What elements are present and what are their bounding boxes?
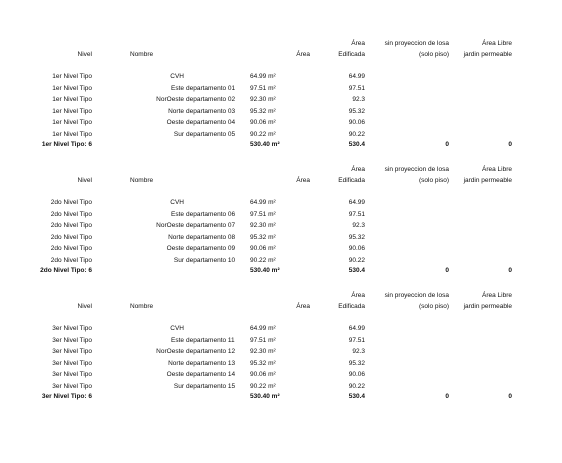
row-nivel: 1er Nivel Tipo bbox=[52, 107, 92, 115]
row-tipo: Este bbox=[170, 336, 184, 344]
row-tipo: Oeste bbox=[166, 245, 184, 252]
total-area: 530.40 m² bbox=[250, 267, 280, 274]
schedule-section bbox=[0, 292, 562, 404]
total-proyeccion: 0 bbox=[445, 267, 449, 274]
total-area-edificada: 530.4 bbox=[348, 267, 365, 274]
row-area: 64.99 m² bbox=[250, 73, 276, 80]
row-area-edificada: 95.32 bbox=[348, 233, 365, 241]
row-tipo: Oeste bbox=[166, 119, 184, 126]
row-nivel: 3er Nivel Tipo bbox=[52, 382, 92, 390]
header-nivel: Nivel bbox=[77, 303, 92, 310]
header-proyeccion-line1: sin proyeccion de losa bbox=[384, 292, 449, 299]
row-tipo: CVH bbox=[170, 325, 184, 332]
row-nivel: 1er Nivel Tipo bbox=[52, 96, 92, 103]
row-area: 90.06 m² bbox=[250, 245, 276, 252]
row-departamento: departamento 05 bbox=[186, 130, 236, 138]
header-area-edificada-line2: Edificada bbox=[338, 303, 365, 310]
row-nivel: 1er Nivel Tipo bbox=[52, 130, 92, 138]
row-tipo: NorOeste bbox=[156, 348, 184, 355]
row-departamento: departamento 15 bbox=[186, 382, 236, 390]
header-area-edificada-line1: Área bbox=[351, 40, 365, 47]
row-nivel: 1er Nivel Tipo bbox=[52, 73, 92, 80]
row-tipo: Norte bbox=[168, 233, 184, 241]
row-departamento: departamento 07 bbox=[186, 222, 236, 229]
total-libre: 0 bbox=[508, 267, 512, 274]
row-area: 95.32 m² bbox=[250, 359, 276, 367]
row-departamento: departamento 13 bbox=[186, 359, 236, 367]
row-area-edificada: 97.51 bbox=[348, 336, 365, 344]
row-nivel: 3er Nivel Tipo bbox=[52, 348, 92, 355]
row-nivel: 3er Nivel Tipo bbox=[52, 359, 92, 367]
header-libre-line1: Área Libre bbox=[482, 40, 512, 47]
row-area: 97.51 m² bbox=[250, 84, 276, 92]
row-area: 64.99 m² bbox=[250, 199, 276, 206]
row-area-edificada: 64.99 bbox=[348, 73, 365, 80]
header-proyeccion-line1: sin proyeccion de losa bbox=[384, 40, 449, 47]
total-area-edificada: 530.4 bbox=[348, 393, 365, 400]
row-area-edificada: 90.06 bbox=[348, 245, 365, 252]
row-tipo: Norte bbox=[168, 107, 184, 115]
header-area: Área bbox=[296, 177, 310, 184]
row-area: 97.51 m² bbox=[250, 210, 276, 218]
total-area: 530.40 m² bbox=[250, 141, 280, 148]
header-proyeccion-line2: (solo piso) bbox=[419, 177, 449, 184]
row-departamento: departamento 01 bbox=[186, 84, 236, 92]
row-area-edificada: 90.22 bbox=[348, 382, 365, 390]
row-departamento: departamento 11 bbox=[186, 336, 235, 344]
row-departamento: departamento 14 bbox=[186, 371, 236, 378]
row-area-edificada: 64.99 bbox=[348, 199, 365, 206]
row-area-edificada: 92.3 bbox=[352, 222, 365, 229]
row-nivel: 2do Nivel Tipo bbox=[50, 210, 92, 218]
row-tipo: Sur bbox=[173, 382, 184, 390]
schedule-section bbox=[0, 40, 562, 152]
row-tipo: Sur bbox=[173, 130, 184, 138]
total-area: 530.40 m² bbox=[250, 393, 280, 400]
header-libre-line2: jardin permeable bbox=[463, 177, 512, 184]
row-departamento: departamento 10 bbox=[186, 256, 236, 264]
header-libre-line1: Área Libre bbox=[482, 292, 512, 299]
row-nivel: 2do Nivel Tipo bbox=[50, 256, 92, 264]
total-area-edificada: 530.4 bbox=[348, 141, 365, 148]
header-nombre: Nombre bbox=[130, 51, 154, 58]
header-libre-line2: jardin permeable bbox=[463, 51, 512, 58]
row-area-edificada: 97.51 bbox=[348, 210, 365, 218]
schedule-section bbox=[0, 166, 562, 278]
row-nivel: 3er Nivel Tipo bbox=[52, 325, 92, 332]
row-area: 92.30 m² bbox=[250, 222, 276, 229]
row-nivel: 2do Nivel Tipo bbox=[50, 199, 92, 206]
row-area: 90.06 m² bbox=[250, 119, 276, 126]
header-area: Área bbox=[296, 51, 310, 58]
row-tipo: CVH bbox=[170, 73, 184, 80]
header-libre-line1: Área Libre bbox=[482, 166, 512, 173]
row-nivel: 2do Nivel Tipo bbox=[50, 245, 92, 252]
header-nombre: Nombre bbox=[130, 177, 154, 184]
header-proyeccion-line1: sin proyeccion de losa bbox=[384, 166, 449, 173]
row-tipo: NorOeste bbox=[156, 96, 184, 103]
row-departamento: departamento 02 bbox=[186, 96, 236, 103]
row-area-edificada: 92.3 bbox=[352, 348, 365, 355]
row-nivel: 1er Nivel Tipo bbox=[52, 119, 92, 126]
row-nivel: 3er Nivel Tipo bbox=[52, 336, 92, 344]
row-tipo: Oeste bbox=[166, 371, 184, 378]
header-nombre: Nombre bbox=[130, 303, 154, 310]
row-area-edificada: 97.51 bbox=[348, 84, 365, 92]
header-area-edificada-line2: Edificada bbox=[338, 51, 365, 58]
row-nivel: 1er Nivel Tipo bbox=[52, 84, 92, 92]
header-proyeccion-line2: (solo piso) bbox=[419, 51, 449, 58]
header-area-edificada-line2: Edificada bbox=[338, 177, 365, 184]
header-proyeccion-line2: (solo piso) bbox=[419, 303, 449, 310]
row-area: 90.06 m² bbox=[250, 371, 276, 378]
row-area-edificada: 90.22 bbox=[348, 256, 365, 264]
total-label: 2do Nivel Tipo: 6 bbox=[40, 267, 92, 274]
row-area-edificada: 95.32 bbox=[348, 107, 365, 115]
row-tipo: Este bbox=[170, 84, 184, 92]
row-area: 97.51 m² bbox=[250, 336, 276, 344]
row-tipo: Este bbox=[170, 210, 184, 218]
row-departamento: departamento 09 bbox=[186, 245, 236, 252]
row-area: 90.22 m² bbox=[250, 256, 276, 264]
row-area: 95.32 m² bbox=[250, 233, 276, 241]
row-departamento: departamento 06 bbox=[186, 210, 236, 218]
row-area-edificada: 64.99 bbox=[348, 325, 365, 332]
row-area: 95.32 m² bbox=[250, 107, 276, 115]
row-nivel: 3er Nivel Tipo bbox=[52, 371, 92, 378]
row-area-edificada: 95.32 bbox=[348, 359, 365, 367]
row-departamento: departamento 03 bbox=[186, 107, 236, 115]
header-area-edificada-line1: Área bbox=[351, 166, 365, 173]
row-tipo: CVH bbox=[170, 199, 184, 206]
row-area-edificada: 90.22 bbox=[348, 130, 365, 138]
row-nivel: 2do Nivel Tipo bbox=[50, 233, 92, 241]
total-proyeccion: 0 bbox=[445, 393, 449, 400]
row-departamento: departamento 08 bbox=[186, 233, 236, 241]
header-area-edificada-line1: Área bbox=[351, 292, 365, 299]
row-area-edificada: 90.06 bbox=[348, 371, 365, 378]
row-departamento: departamento 12 bbox=[186, 348, 236, 355]
total-label: 3er Nivel Tipo: 6 bbox=[41, 393, 92, 400]
header-nivel: Nivel bbox=[77, 51, 92, 58]
header-area: Área bbox=[296, 303, 310, 310]
row-departamento: departamento 04 bbox=[186, 119, 236, 126]
total-libre: 0 bbox=[508, 141, 512, 148]
row-area: 90.22 m² bbox=[250, 382, 276, 390]
row-tipo: Sur bbox=[173, 256, 184, 264]
header-libre-line2: jardin permeable bbox=[463, 303, 512, 310]
row-area-edificada: 90.06 bbox=[348, 119, 365, 126]
total-libre: 0 bbox=[508, 393, 512, 400]
row-tipo: NorOeste bbox=[156, 222, 184, 229]
header-nivel: Nivel bbox=[77, 177, 92, 184]
row-area: 92.30 m² bbox=[250, 348, 276, 355]
row-area: 92.30 m² bbox=[250, 96, 276, 103]
row-area: 90.22 m² bbox=[250, 130, 276, 138]
total-proyeccion: 0 bbox=[445, 141, 449, 148]
total-label: 1er Nivel Tipo: 6 bbox=[41, 141, 92, 148]
row-nivel: 2do Nivel Tipo bbox=[50, 222, 92, 229]
row-tipo: Norte bbox=[168, 359, 184, 367]
row-area-edificada: 92.3 bbox=[352, 96, 365, 103]
row-area: 64.99 m² bbox=[250, 325, 276, 332]
